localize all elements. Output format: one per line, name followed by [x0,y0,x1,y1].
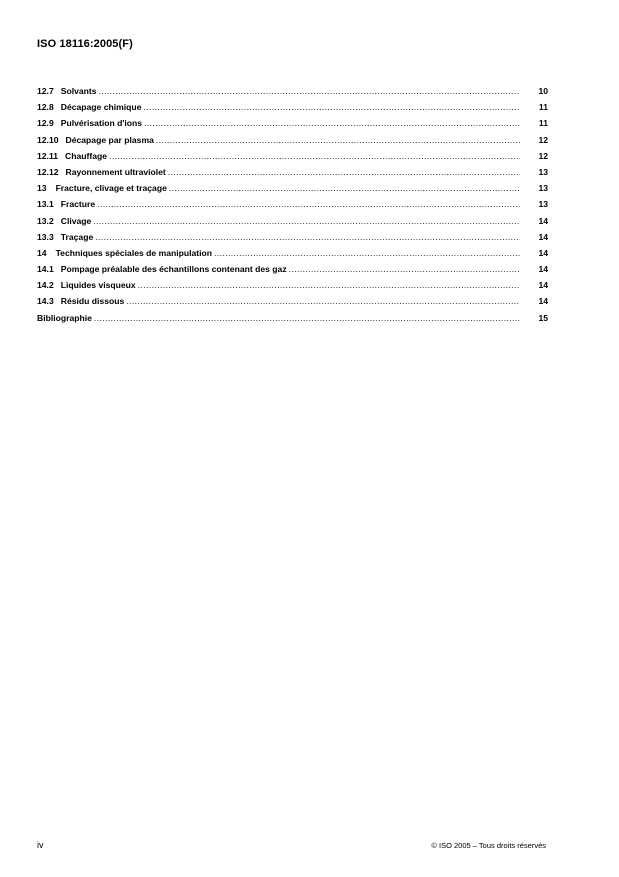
toc-entry-number: 13.2 [37,215,54,226]
toc-dot-leader [169,183,520,193]
toc-entry-title: Liquides visqueux [60,280,136,291]
toc-entry [37,118,548,134]
toc-entry-number: 12.11 [37,150,59,161]
toc-entry [37,264,548,280]
toc-entry [37,313,548,329]
toc-entry-number: 14.2 [37,280,54,291]
copyright-notice: © ISO 2005 – Tous droits réservés [431,841,546,850]
toc-entry-page: 14 [538,264,548,275]
toc-dot-leader [143,102,520,112]
toc-entry-number: 13.3 [37,231,54,242]
page-number: iv [37,840,44,850]
toc-entry-title: Décapage chimique [60,102,142,113]
toc-dot-leader [214,248,520,258]
toc-entry [37,216,548,232]
toc-dot-leader [156,135,520,145]
toc-dot-leader [97,199,520,209]
toc-entry-number: 12.12 [37,166,59,177]
toc-entry-number: 14.3 [37,296,54,307]
toc-entry [37,280,548,296]
toc-entry [37,167,548,183]
toc-entry [37,199,548,215]
toc-dot-leader [168,167,520,177]
toc-entry-title: Résidu dissous [60,296,125,307]
toc-entry-title: Décapage par plasma [65,134,154,145]
toc-entry-page: 10 [538,86,548,96]
toc-entry [37,232,548,248]
toc-entry-title: Pompage préalable des échantillons contenant des gaz [60,264,287,275]
toc-entry [37,183,548,199]
toc-entry-number: 12.9 [37,118,54,129]
toc-dot-leader [94,313,520,323]
toc-entry-number: 14 [37,247,47,258]
toc-entry-page: 14 [538,280,548,291]
toc-entry-title: Clivage [60,215,92,226]
toc-entry-title: Solvants [60,86,97,96]
toc-entry-page: 14 [538,247,548,258]
toc-entry [37,248,548,264]
toc-dot-leader [126,296,520,306]
toc-dot-leader [99,86,520,96]
toc-entry-number: 14.1 [37,264,54,275]
toc-entry-page: 12 [538,134,548,145]
toc-entry-title: Pulvérisation d'ions [60,118,143,129]
toc-entry-title: Fracture, clivage et traçage [55,183,167,194]
toc-entry-number: 12.7 [37,86,54,96]
toc-entry-page: 12 [538,150,548,161]
toc-entry [37,151,548,167]
toc-entry-number: 13 [37,183,47,194]
toc-dot-leader [144,118,520,128]
toc-entry-title: Bibliographie [37,312,92,323]
toc-entry-page: 13 [538,166,548,177]
toc-entry-title: Techniques spéciales de manipulation [55,247,213,258]
toc-dot-leader [289,264,520,274]
document-header: ISO 18116:2005(F) [37,38,133,50]
toc-entry-number: 12.8 [37,102,54,113]
table-of-contents [37,86,548,329]
toc-dot-leader [93,216,520,226]
toc-entry-page: 11 [538,102,548,113]
toc-dot-leader [138,280,520,290]
toc-entry [37,102,548,118]
toc-entry-title: Traçage [60,231,94,242]
toc-entry-page: 11 [538,118,548,129]
toc-entry-title: Rayonnement ultraviolet [65,166,166,177]
toc-entry-page: 14 [538,296,548,307]
toc-entry-page: 15 [538,312,548,323]
toc-entry [37,135,548,151]
toc-entry [37,296,548,312]
toc-entry-title: Chauffage [65,150,108,161]
toc-dot-leader [95,232,520,242]
toc-entry-page: 14 [538,215,548,226]
toc-entry-number: 12.10 [37,134,59,145]
toc-entry-title: Fracture [60,199,96,210]
toc-dot-leader [109,151,520,161]
toc-entry-number: 13.1 [37,199,54,210]
toc-entry-page: 13 [538,183,548,194]
toc-entry-page: 14 [538,231,548,242]
toc-entry [37,86,548,102]
toc-entry-page: 13 [538,199,548,210]
